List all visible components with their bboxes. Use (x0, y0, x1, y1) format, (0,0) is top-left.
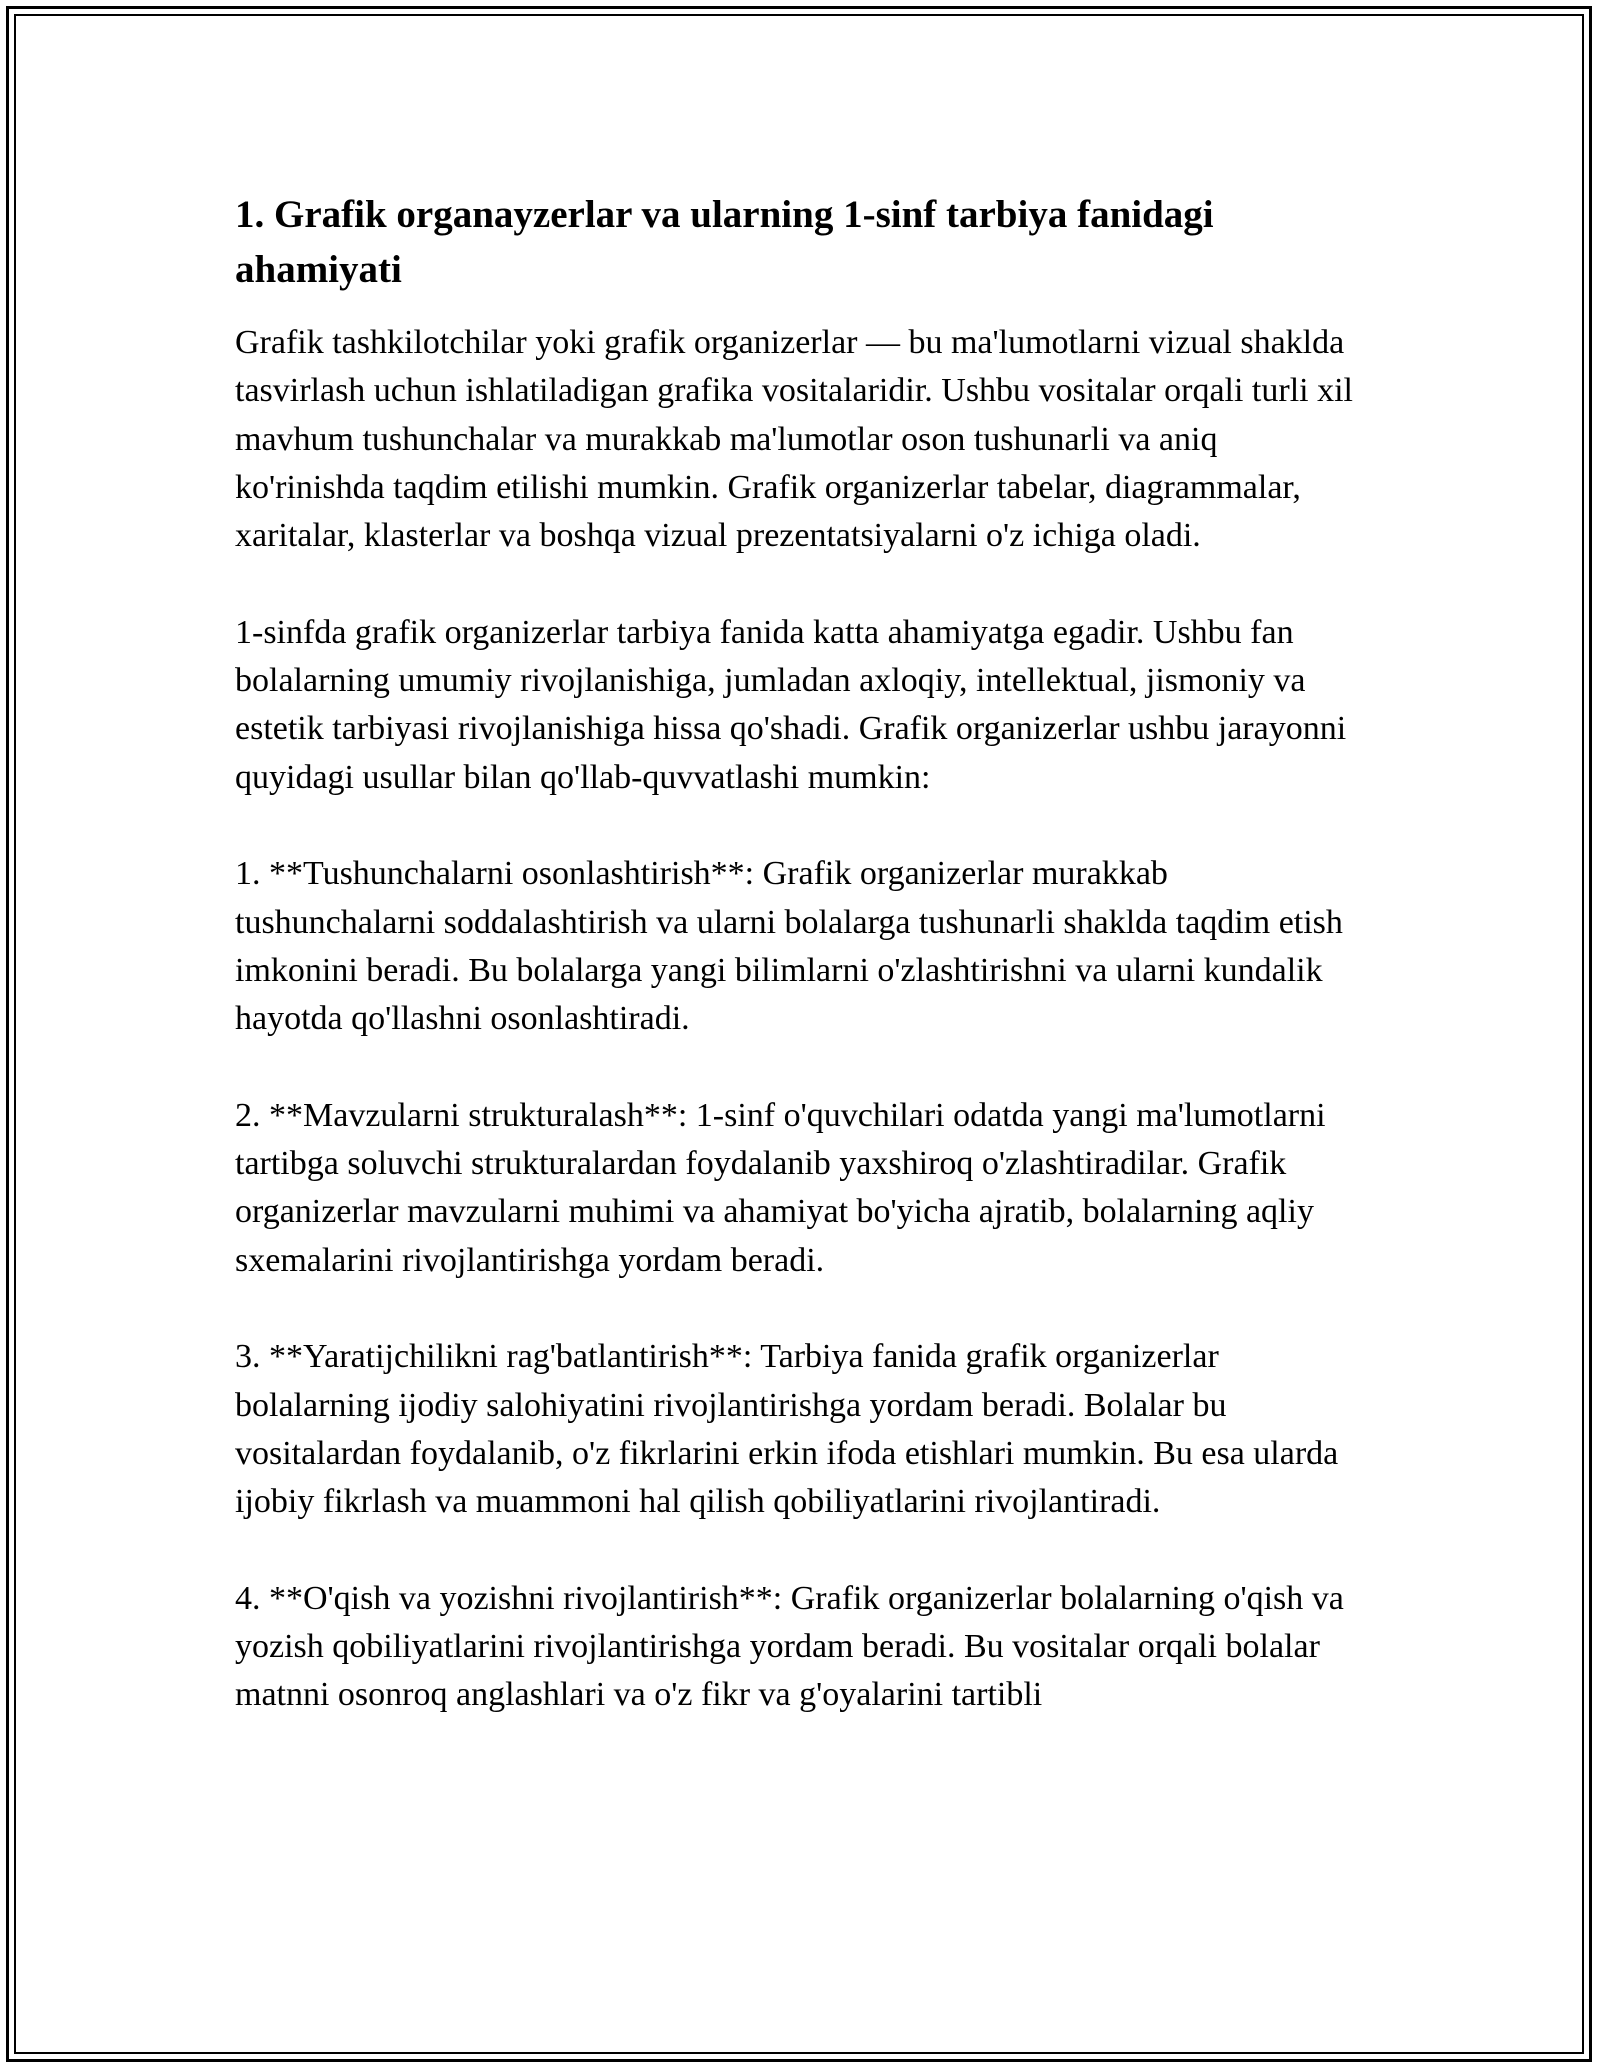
document-title: 1. Grafik organayzerlar va ularning 1-sinf tarbiya fanidagi ahamiyati (235, 193, 1214, 291)
list-item-3: 3. **Yaratijchilikni rag'batlantirish**: Tarbiya fanida grafik organizerlar bolalarning ijodiy salohiyatini rivojlantirishga yordam beradi. Bolalar bu vositalardan foydalanib, o'z fikrlarini erkin ifoda etishlari mumkin. Bu esa ularda ijobiy fikrlash va muammoni hal qilish qobiliyatlarini rivojlantiradi. (235, 1338, 1339, 1521)
paragraph-importance: 1-sinfda grafik organizerlar tarbiya fanida katta ahamiyatga egadir. Ushbu fan bolalarning umumiy rivojlanishiga, jumladan axloqiy, intellektual, jismoniy va estetik tarbiyasi rivojlanishiga hissa qo'shadi. Grafik organizerlar ushbu jarayonni quyidagi usullar bilan qo'llab-quvvatlashi mumkin: (235, 613, 1347, 796)
list-item-4: 4. **O'qish va yozishni rivojlantirish**: Grafik organizerlar bolalarning o'qish va yozish qobiliyatlarini rivojlantirishga yordam beradi. Bu vositalar orqali bolalar matnni osonroq anglashlari va o'z fikr va g'oyalarini tartibli (235, 1579, 1344, 1714)
document-body (235, 187, 1365, 1768)
list-item-1: 1. **Tushunchalarni osonlashtirish**: Grafik organizerlar murakkab tushunchalarni soddalashtirish va ularni bolalarga tushunarli shaklda taqdim etish imkonini beradi. Bu bolalarga yangi bilimlarni o'zlashtirishni va ularni kundalik hayotda qo'llashni osonlashtiradi. (235, 855, 1343, 1038)
list-item-2: 2. **Mavzularni strukturalash**: 1-sinf o'quvchilari odatda yangi ma'lumotlarni tartibga soluvchi strukturalardan foydalanib yaxshiroq o'zlashtiradilar. Grafik organizerlar mavzularni muhimi va ahamiyat bo'yicha ajratib, bolalarning aqliy sxemalarini rivojlantirishga yordam beradi. (235, 1096, 1326, 1279)
paragraph-intro: Grafik tashkilotchilar yoki grafik organizerlar — bu ma'lumotlarni vizual shaklda tasvirlash uchun ishlatiladigan grafika vositalaridir. Ushbu vositalar orqali turli xil mavhum tushunchalar va murakkab ma'lumotlar oson tushunarli va aniq ko'rinishda taqdim etilishi mumkin. Grafik organizerlar tabelar, diagrammalar, xaritalar, klasterlar va boshqa vizual prezentatsiyalarni o'z ichiga oladi. (235, 324, 1353, 555)
